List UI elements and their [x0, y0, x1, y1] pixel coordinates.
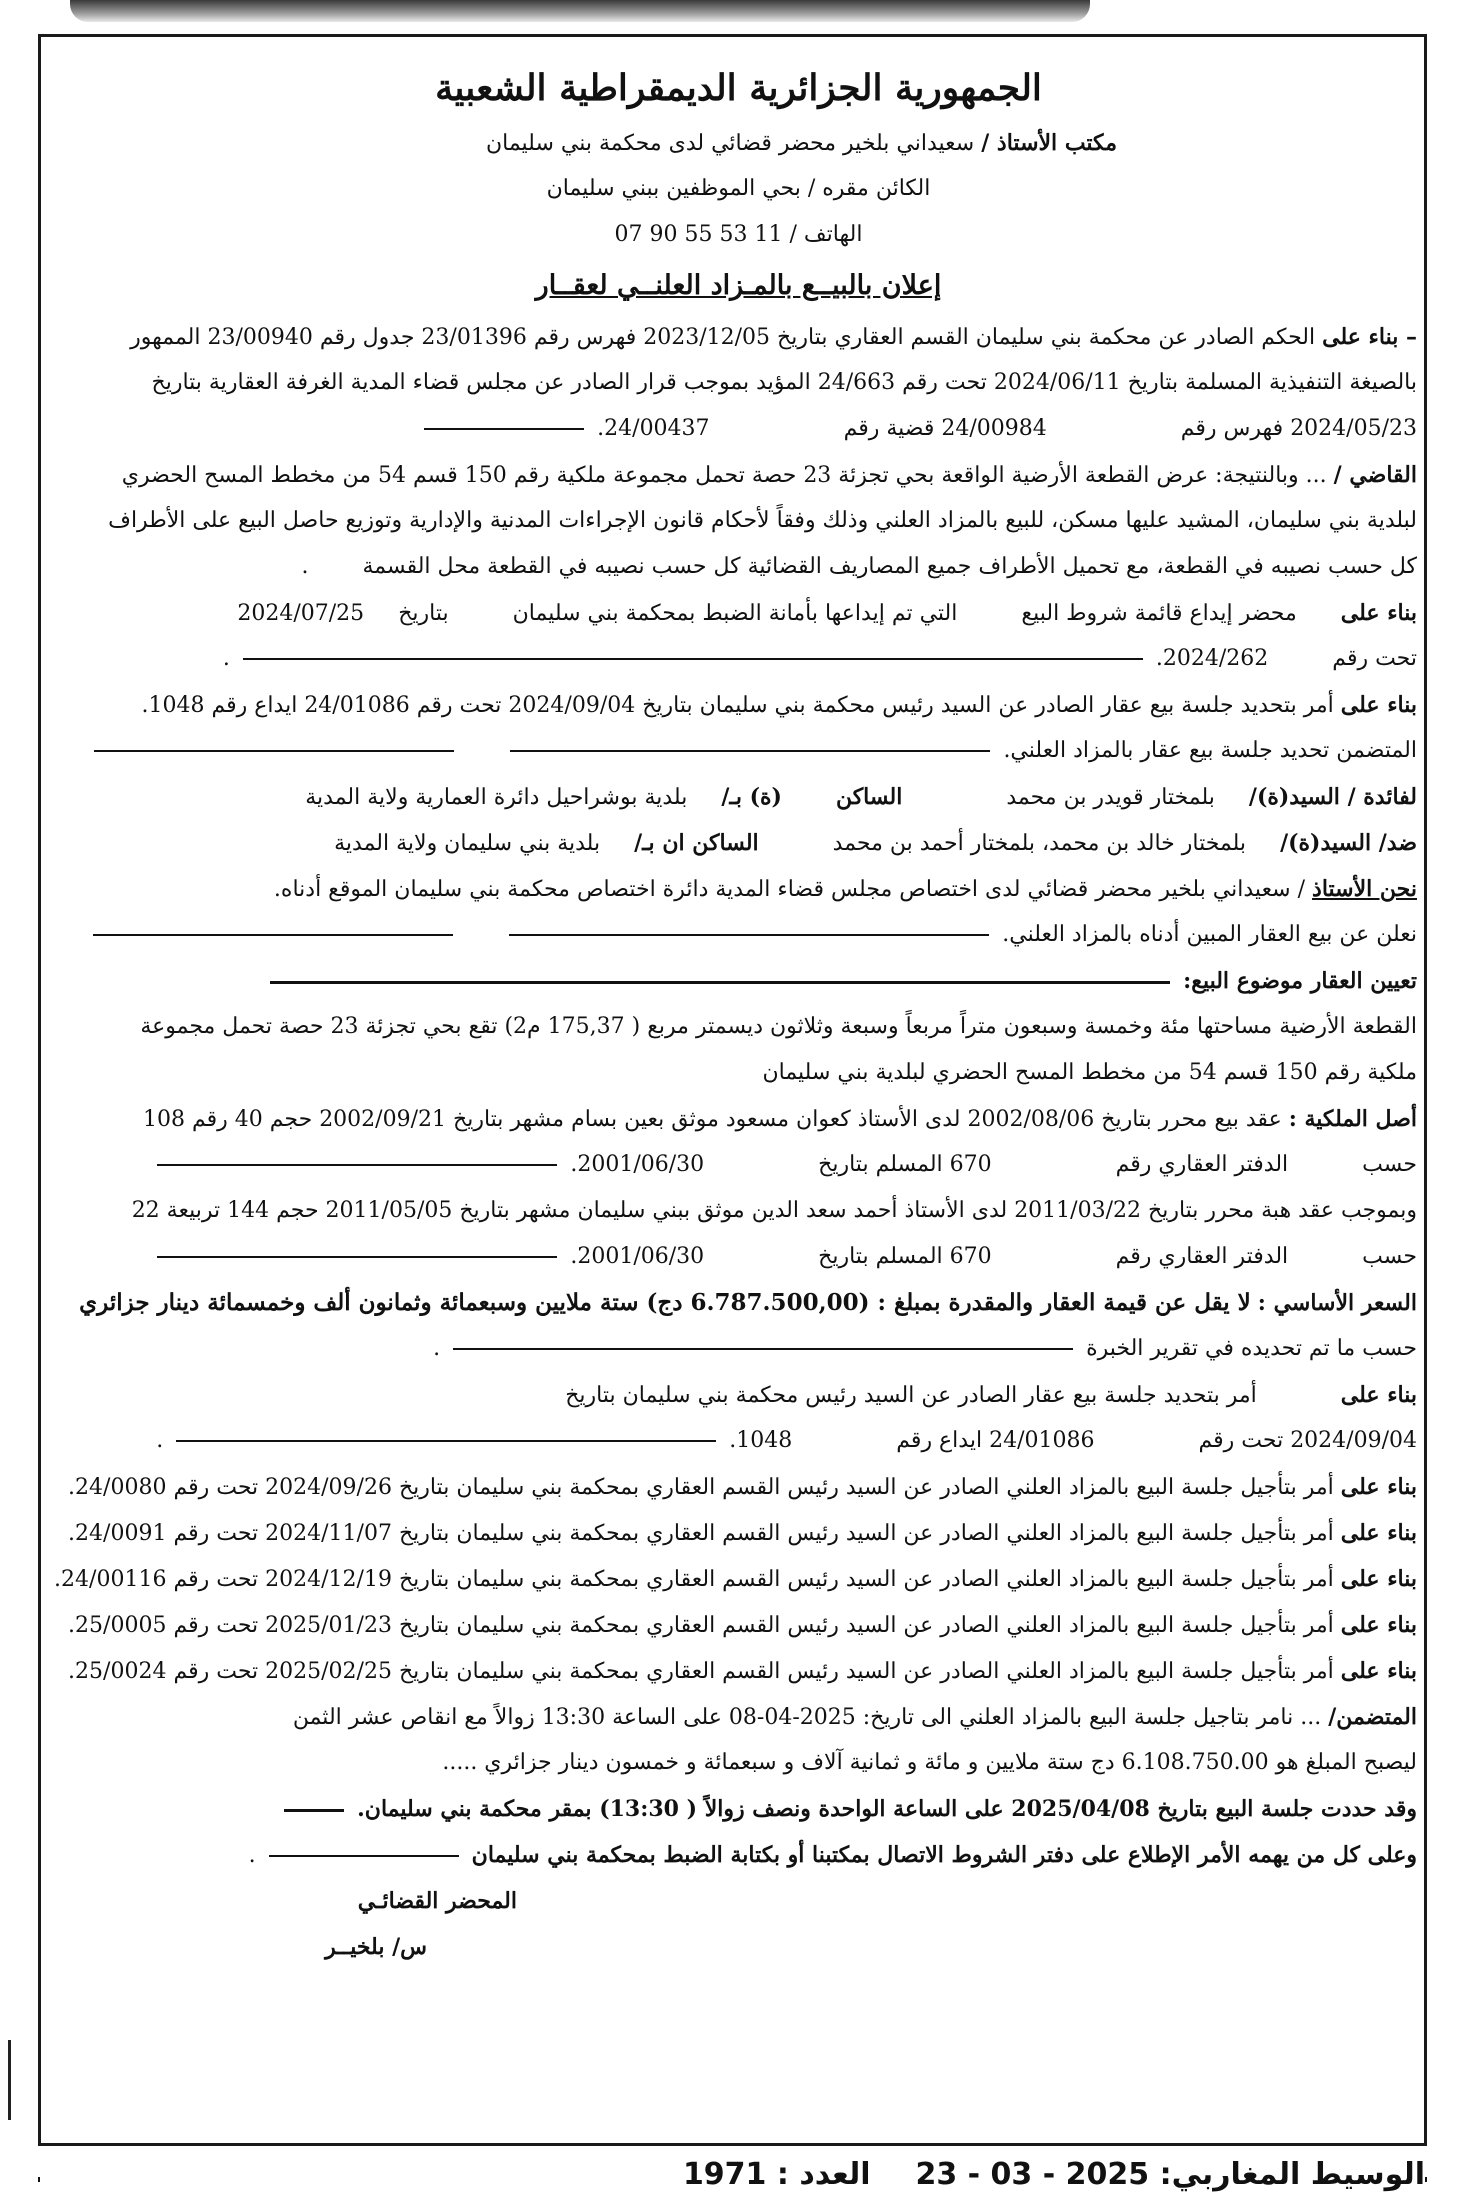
- judgment-ref: 24/00437.: [597, 416, 710, 441]
- postponement-line: [54, 1556, 1417, 1602]
- postponement-label: بناء على: [1340, 1658, 1417, 1684]
- announcement-title: إعلان بالبيــع بالمـزاد العلنــي لعقــار: [535, 270, 942, 301]
- property-heading-line: [60, 958, 1417, 1004]
- postponement-list: [54, 1464, 1417, 1694]
- session-line-2: وعلى كل من يهمه الأمر الإطلاع على دفتر الشروط الاتصال بمكتبنا أو بكتابة الضبط بمحكمة بني سليمان .: [248, 1842, 1417, 1868]
- beneficiary-label: لفائدة / السيد(ة)/: [1248, 784, 1417, 810]
- postponement-text: أمر بتأجيل جلسة البيع بالمزاد العلني الصادر عن السيد رئيس القسم العقاري بمحكمة بني سليمان بتاريخ 2025/02/25 تحت رقم 25/0024.: [68, 1659, 1334, 1684]
- office-phone-line: [60, 212, 1417, 258]
- postponement-text: أمر بتأجيل جلسة البيع بالمزاد العلني الصادر عن السيد رئيس القسم العقاري بمحكمة بني سليمان بتاريخ 2025/01/23 تحت رقم 25/0005.: [68, 1613, 1334, 1638]
- price-line-1: [60, 1280, 1417, 1326]
- judge-text-1: ... وبالنتيجة: عرض القطعة الأرضية الواقعة بحي تجزئة 23 حصة تحمل مجموعة ملكية رقم 150 قسم 54 من مخطط المسح الحضري: [121, 463, 1327, 488]
- postponement-line: [60, 1602, 1417, 1648]
- judgment-line-2: بالصيغة التنفيذية المسلمة بتاريخ 2024/06/11 تحت رقم 24/663 المؤيد بموجب قرار الصادر عن مجلس قضاء المدية الغرفة العقارية بتاريخ: [151, 370, 1417, 395]
- price-label: السعر الأساسي :: [1257, 1290, 1417, 1316]
- ownership-label: أصل الملكية :: [1288, 1106, 1417, 1132]
- order2-line-2: 2024/09/04 تحت رقم 24/01086 ايداع رقم 1048. .: [156, 1428, 1417, 1453]
- signature-name: س/ بلخيــر: [325, 1934, 427, 1960]
- judge-line-2: لبلدية بني سليمان، المشيد عليها مسكن، للبيع بالمزاد العلني وذلك وفقاً لأحكام قانون الإجراءات المدنية والإدارية وتوزيع حاصل البيع على الأطراف: [108, 508, 1417, 533]
- postponement-label: بناء على: [1340, 1612, 1417, 1638]
- issue-label: العدد :: [776, 2157, 871, 2192]
- against-label: ضد/ السيد(ة)/: [1280, 830, 1417, 856]
- against-name: بلمختار خالد بن محمد، بلمختار أحمد بن محمد: [832, 831, 1247, 856]
- postponement-line: [60, 1464, 1417, 1510]
- order2-line-1: بناء على أمر بتحديد جلسة بيع عقار الصادر عن السيد رئيس محكمة بني سليمان بتاريخ: [565, 1382, 1417, 1408]
- property-line-2: ملكية رقم 150 قسم 54 من مخطط المسح الحضري لبلدية بني سليمان: [762, 1060, 1417, 1085]
- ownership-line-4: حسب الدفتر العقاري رقم 670 المسلم بتاريخ 2001/06/30.: [60, 1234, 1417, 1280]
- order1-line-2: المتضمن تحديد جلسة بيع عقار بالمزاد العلني.: [60, 728, 1417, 774]
- ownership-line-1: أصل الملكية : عقد بيع محرر بتاريخ 2002/08/06 لدى الأستاذ كعوان مسعود موثق بعين بسام مشهر بتاريخ 2002/09/21 حجم 40 رقم 108: [142, 1106, 1417, 1132]
- announcement-body: [54, 56, 1417, 1970]
- order1-text: أمر بتحديد جلسة بيع عقار الصادر عن السيد رئيس محكمة بني سليمان بتاريخ 2024/09/04 تحت رقم 24/01086 ايداع رقم 1048.: [141, 693, 1334, 718]
- office-address: الكائن مقره / بحي الموظفين ببني سليمان: [546, 176, 931, 201]
- scan-top-shadow: [70, 0, 1090, 22]
- bailiff-line-1: [60, 866, 1417, 912]
- postponement-line: [60, 1648, 1417, 1694]
- against-line: ضد/ السيد(ة)/ بلمختار خالد بن محمد، بلمختار أحمد بن محمد الساكن ان بـ/ بلدية بني سليمان ولاية المدية: [334, 830, 1417, 856]
- issue-date: 23 - 03 - 2025: [915, 2157, 1150, 2192]
- bailiff-label: نحن الأستاذ: [1312, 876, 1417, 902]
- conditions-number: 2024/262.: [1155, 646, 1269, 671]
- conditions-date: 2024/07/25: [237, 601, 365, 626]
- postponement-line: [60, 1510, 1417, 1556]
- postponement-text: أمر بتأجيل جلسة البيع بالمزاد العلني الصادر عن السيد رئيس القسم العقاري بمحكمة بني سليمان بتاريخ 2024/11/07 تحت رقم 24/0091.: [68, 1521, 1334, 1546]
- postponement-label: بناء على: [1340, 1566, 1417, 1592]
- includes-line-1: المتضمن/ ... نامر بتاجيل جلسة البيع بالمزاد العلني الى تاريخ: 2025-04-08 على الساعة 13:30 زوالاً مع انقاص عشر الثمن: [292, 1704, 1417, 1730]
- newspaper-name: الوسيط المغاربي:: [1159, 2157, 1425, 2192]
- beneficiary-line: لفائدة / السيد(ة)/ بلمختار قويدر بن محمد الساكن (ة) بـ/ بلدية بوشراحيل دائرة العمارية ولاية المدية: [305, 784, 1417, 810]
- includes-line-2: ليصبح المبلغ هو 6.108.750.00 دج ستة ملايين و مائة و ثمانية آلاف و سبعمائة و خمسون دينار جزائري .....: [442, 1750, 1417, 1775]
- ownership-line-2: حسب الدفتر العقاري رقم 670 المسلم بتاريخ 2001/06/30.: [60, 1142, 1417, 1188]
- judgment-line-3: [60, 406, 1417, 452]
- bailiff-text: / سعيداني بلخير محضر قضائي لدى اختصاص مجلس قضاء المدية دائرة اختصاص محكمة بني سليمان الموقع أدناه.: [273, 877, 1306, 902]
- conditions-line-1: بناء على محضر إيداع قائمة شروط البيع التي تم إيداعها بأمانة الضبط بمحكمة بني سليمان بتاريخ 2024/07/25: [237, 600, 1417, 626]
- order1-label: بناء على: [1340, 692, 1417, 718]
- postponement-label: بناء على: [1340, 1474, 1417, 1500]
- newspaper-footer: [40, 2148, 1425, 2202]
- judgment-case: 24/00984 قضية رقم: [843, 416, 1047, 441]
- order2-label: بناء على: [1340, 1382, 1417, 1408]
- office-name: سعيداني بلخير محضر قضائي لدى محكمة بني سليمان: [485, 131, 975, 156]
- phone-label: الهاتف /: [789, 222, 863, 247]
- property-line-1: القطعة الأرضية مساحتها مئة وخمسة وسبعون متراً مربعاً وسبعة وثلاثون ديسمتر مربع ( 175,37 م2) تقع بحي تجزئة 23 حصة تحمل مجموعة: [140, 1014, 1417, 1039]
- includes-label: المتضمن/: [1328, 1704, 1417, 1730]
- republic-title: الجمهورية الجزائرية الديمقراطية الشعبية: [435, 67, 1042, 109]
- issue-number: 1971: [682, 2157, 767, 2192]
- scan-edge-mark: [8, 2040, 21, 2120]
- against-address: بلدية بني سليمان ولاية المدية: [334, 831, 601, 856]
- postponement-text: أمر بتأجيل جلسة البيع بالمزاد العلني الصادر عن السيد رئيس القسم العقاري بمحكمة بني سليمان بتاريخ 2024/12/19 تحت رقم 24/00116.: [54, 1567, 1334, 1592]
- postponement-label: بناء على: [1340, 1520, 1417, 1546]
- postponement-text: أمر بتأجيل جلسة البيع بالمزاد العلني الصادر عن السيد رئيس القسم العقاري بمحكمة بني سليمان بتاريخ 2024/09/26 تحت رقم 24/0080.: [68, 1475, 1334, 1500]
- beneficiary-name: بلمختار قويدر بن محمد: [1006, 785, 1215, 810]
- session-text: وقد حددت جلسة البيع بتاريخ 2025/04/08 على الساعة الواحدة ونصف زوالاً ( 13:30) بمقر محكمة بني سليمان.: [357, 1796, 1417, 1822]
- judgment-text-1: الحكم الصادر عن محكمة بني سليمان القسم العقاري بتاريخ 2023/12/05 فهرس رقم 23/01396 جدول رقم 23/00940 الممهور: [130, 325, 1316, 350]
- judge-text-3: كل حسب نصيبه في القطعة، مع تحميل الأطراف جميع المصاريف القضائية كل حسب نصيبه في القطعة محل القسمة: [362, 554, 1417, 579]
- judgment-line-1: [60, 314, 1417, 360]
- price-text: لا يقل عن قيمة العقار والمقدرة بمبلغ : (6.787.500,00 دج) ستة ملايين وسبعمائة وثمانون ألف وخمسمائة دينار جزائري: [79, 1289, 1251, 1316]
- phone-number: 07 90 55 53 11: [614, 222, 783, 247]
- order1-line-1: [60, 682, 1417, 728]
- office-line: [60, 120, 1417, 166]
- office-label: مكتب الأستاذ /: [981, 130, 1117, 156]
- property-heading: تعيين العقار موضوع البيع:: [1183, 968, 1417, 994]
- judgment-index: 2024/05/23 فهرس رقم: [1180, 416, 1417, 441]
- signature-title: المحضر القضائـي: [357, 1888, 517, 1914]
- judge-label: القاضي /: [1333, 462, 1417, 488]
- conditions-line-2: تحت رقم 2024/262. .: [222, 646, 1417, 671]
- judge-line-1: [60, 452, 1417, 498]
- judgment-label: – بناء على: [1322, 324, 1417, 350]
- conditions-label: بناء على: [1340, 600, 1417, 626]
- judge-line-3: كل حسب نصيبه في القطعة، مع تحميل الأطراف جميع المصاريف القضائية كل حسب نصيبه في القطعة محل القسمة .: [301, 554, 1417, 579]
- price-line-2: حسب ما تم تحديده في تقرير الخبرة .: [433, 1336, 1417, 1361]
- session-line-1: [60, 1786, 1417, 1832]
- beneficiary-address: بلدية بوشراحيل دائرة العمارية ولاية المدية: [305, 785, 688, 810]
- bailiff-line-2: نعلن عن بيع العقار المبين أدناه بالمزاد العلني.: [60, 912, 1417, 958]
- ownership-line-3: وبموجب عقد هبة محرر بتاريخ 2011/03/22 لدى الأستاذ أحمد سعد الدين موثق ببني سليمان مشهر بتاريخ 2011/05/05 حجم 144 تربيعة 22: [131, 1198, 1417, 1223]
